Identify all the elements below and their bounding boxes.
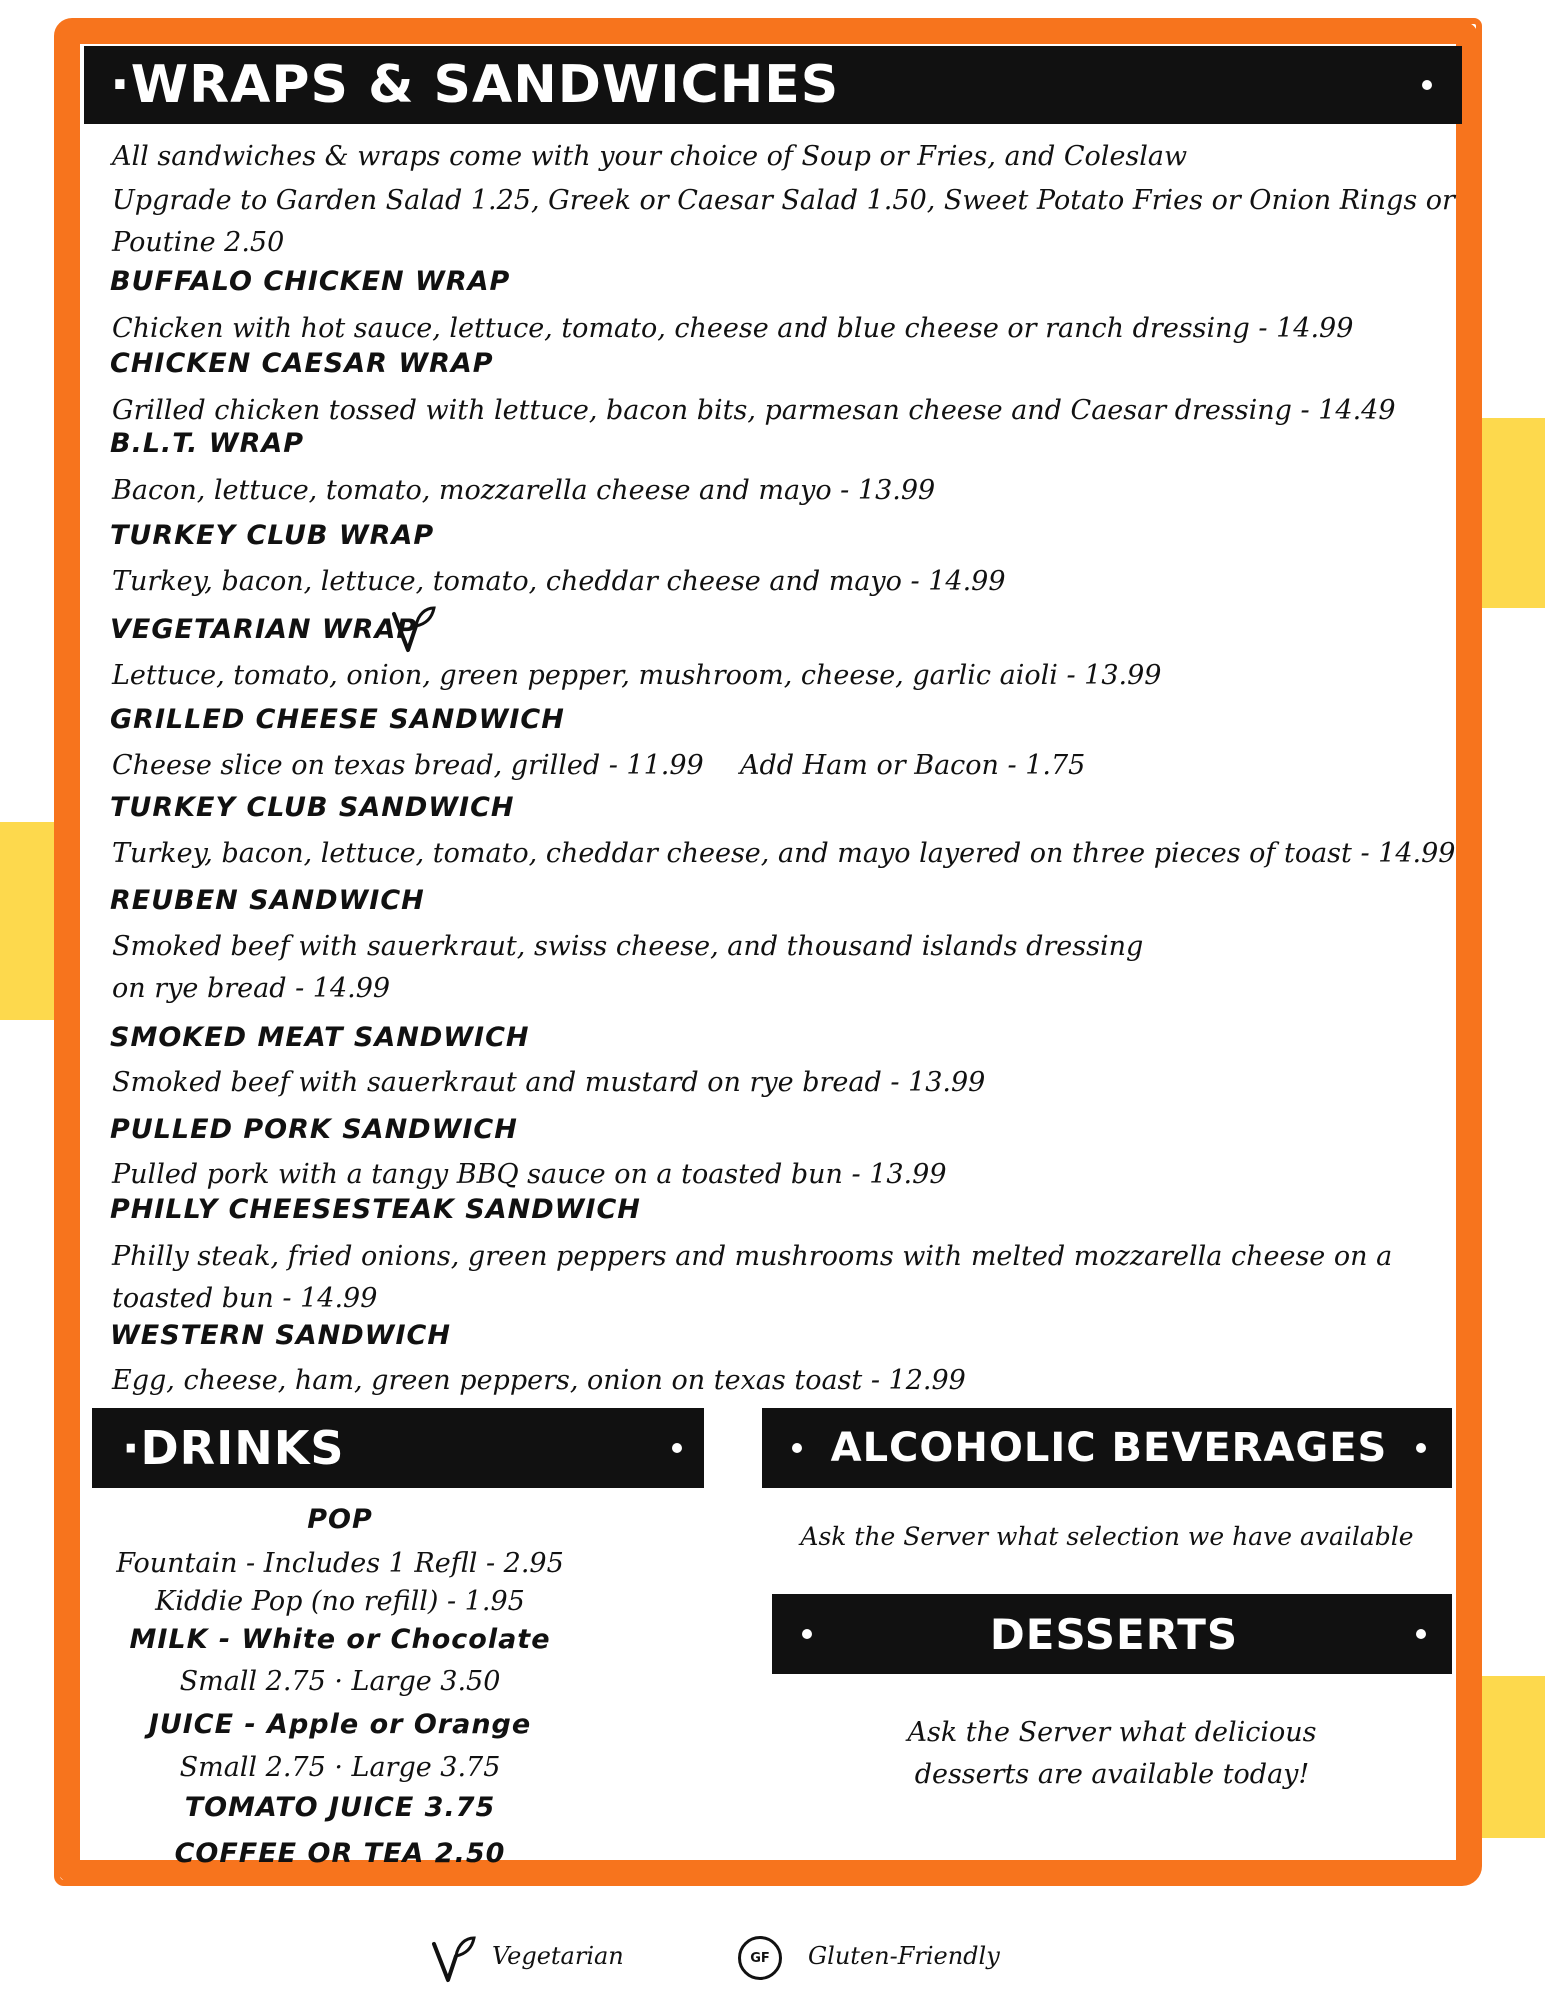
item-desc: Smoked beef with sauerkraut, swiss cheese, and thousand islands dressing [112,931,1144,962]
legend [430,1932,1030,1988]
item-title: TURKEY CLUB SANDWICH [110,792,515,823]
banner-dot [802,1629,812,1639]
wraps-banner [84,46,1462,124]
item-desc-2: toasted bun - 14.99 [112,1283,378,1314]
item-desc: Chicken with hot sauce, lettuce, tomato, cheese and blue cheese or ranch dressing - 14.99 [112,313,1354,344]
wraps-title: ·WRAPS & SANDWICHES [110,55,840,115]
vegetarian-icon [430,1934,476,1986]
item-extra: Add Ham or Bacon - 1.75 [740,750,1086,781]
alcohol-title: ALCOHOLIC BEVERAGES [830,1425,1388,1471]
item-desc: Lettuce, tomato, onion, green pepper, mushroom, cheese, garlic aioli - 13.99 [112,660,1162,691]
item-title: B.L.T. WRAP [110,428,305,459]
wraps-intro-2: Upgrade to Garden Salad 1.25, Greek or Caesar Salad 1.50, Sweet Potato Fries or Onion Rings or [112,185,1455,216]
pop-heading: POP [307,1504,373,1535]
item-desc: Cheese slice on texas bread, grilled - 11.99 [112,750,704,781]
yellow-accent-right-top [1478,418,1545,608]
banner-dot [1422,80,1432,90]
item-title: TURKEY CLUB WRAP [110,520,435,551]
drinks-list [90,1500,590,1878]
item-desc: Smoked beef with sauerkraut and mustard on rye bread - 13.99 [112,1067,986,1098]
vegetarian-icon [390,604,436,656]
juice-heading: JUICE - Apple or Orange [148,1709,532,1740]
banner-dot [1416,1629,1426,1639]
banner-dot [672,1443,682,1453]
wraps-intro-3: Poutine 2.50 [112,227,285,258]
desserts-banner [772,1594,1452,1674]
kiddie-price: Kiddie Pop (no refill) - 1.95 [155,1586,525,1617]
legend-vegetarian: Vegetarian [492,1942,624,1970]
juice-sizes: Small 2.75 · Large 3.75 [179,1752,501,1783]
alcohol-banner [762,1408,1452,1488]
item-desc: Bacon, lettuce, tomato, mozzarella cheese and mayo - 13.99 [112,475,936,506]
item-desc: Philly steak, fried onions, green peppers and mushrooms with melted mozzarella cheese on a [112,1241,1393,1272]
item-title: WESTERN SANDWICH [110,1320,451,1351]
item-title: GRILLED CHEESE SANDWICH [110,704,565,735]
legend-gluten: Gluten-Friendly [808,1942,1000,1970]
item-title: CHICKEN CAESAR WRAP [110,348,494,379]
milk-heading: MILK - White or Chocolate [129,1624,551,1655]
gf-badge-text: GF [750,1950,770,1966]
gluten-friendly-icon [738,1936,782,1980]
item-desc: Grilled chicken tossed with lettuce, bacon bits, parmesan cheese and Caesar dressing - 14.49 [112,395,1396,426]
coffee-tea: COFFEE OR TEA 2.50 [174,1838,506,1869]
item-title: BUFFALO CHICKEN WRAP [110,266,511,297]
desserts-text [772,1712,1452,1796]
item-title: PHILLY CHEESESTEAK SANDWICH [110,1194,641,1225]
banner-dot [1416,1443,1426,1453]
item-desc: Turkey, bacon, lettuce, tomato, cheddar cheese, and mayo layered on three pieces of toast - 14.99 [112,838,1456,869]
banner-dot [792,1443,802,1453]
desserts-line-2: desserts are available today! [914,1759,1310,1790]
desserts-line-1: Ask the Server what delicious [907,1717,1317,1748]
yellow-accent-right-bottom [1478,1676,1545,1838]
milk-sizes: Small 2.75 · Large 3.50 [179,1666,501,1697]
item-desc: Egg, cheese, ham, green peppers, onion on texas toast - 12.99 [112,1365,966,1396]
alcohol-text: Ask the Server what selection we have available [800,1522,1414,1551]
fountain-price: Fountain - Includes 1 Refll - 2.95 [116,1548,564,1579]
item-title: VEGETARIAN WRAP [110,614,418,645]
drinks-banner [92,1408,704,1488]
item-title: REUBEN SANDWICH [110,885,425,916]
desserts-title: DESSERTS [989,1609,1239,1659]
item-desc: Pulled pork with a tangy BBQ sauce on a toasted bun - 13.99 [112,1159,947,1190]
tomato-juice: TOMATO JUICE 3.75 [184,1792,496,1823]
item-title: PULLED PORK SANDWICH [110,1114,518,1145]
item-desc: Turkey, bacon, lettuce, tomato, cheddar cheese and mayo - 14.99 [112,566,1006,597]
wraps-intro-1: All sandwiches & wraps come with your choice of Soup or Fries, and Coleslaw [112,141,1188,172]
drinks-title: ·DRINKS [122,1421,345,1475]
item-title: SMOKED MEAT SANDWICH [110,1022,530,1053]
item-desc-2: on rye bread - 14.99 [112,973,391,1004]
yellow-accent-left [0,822,66,1020]
